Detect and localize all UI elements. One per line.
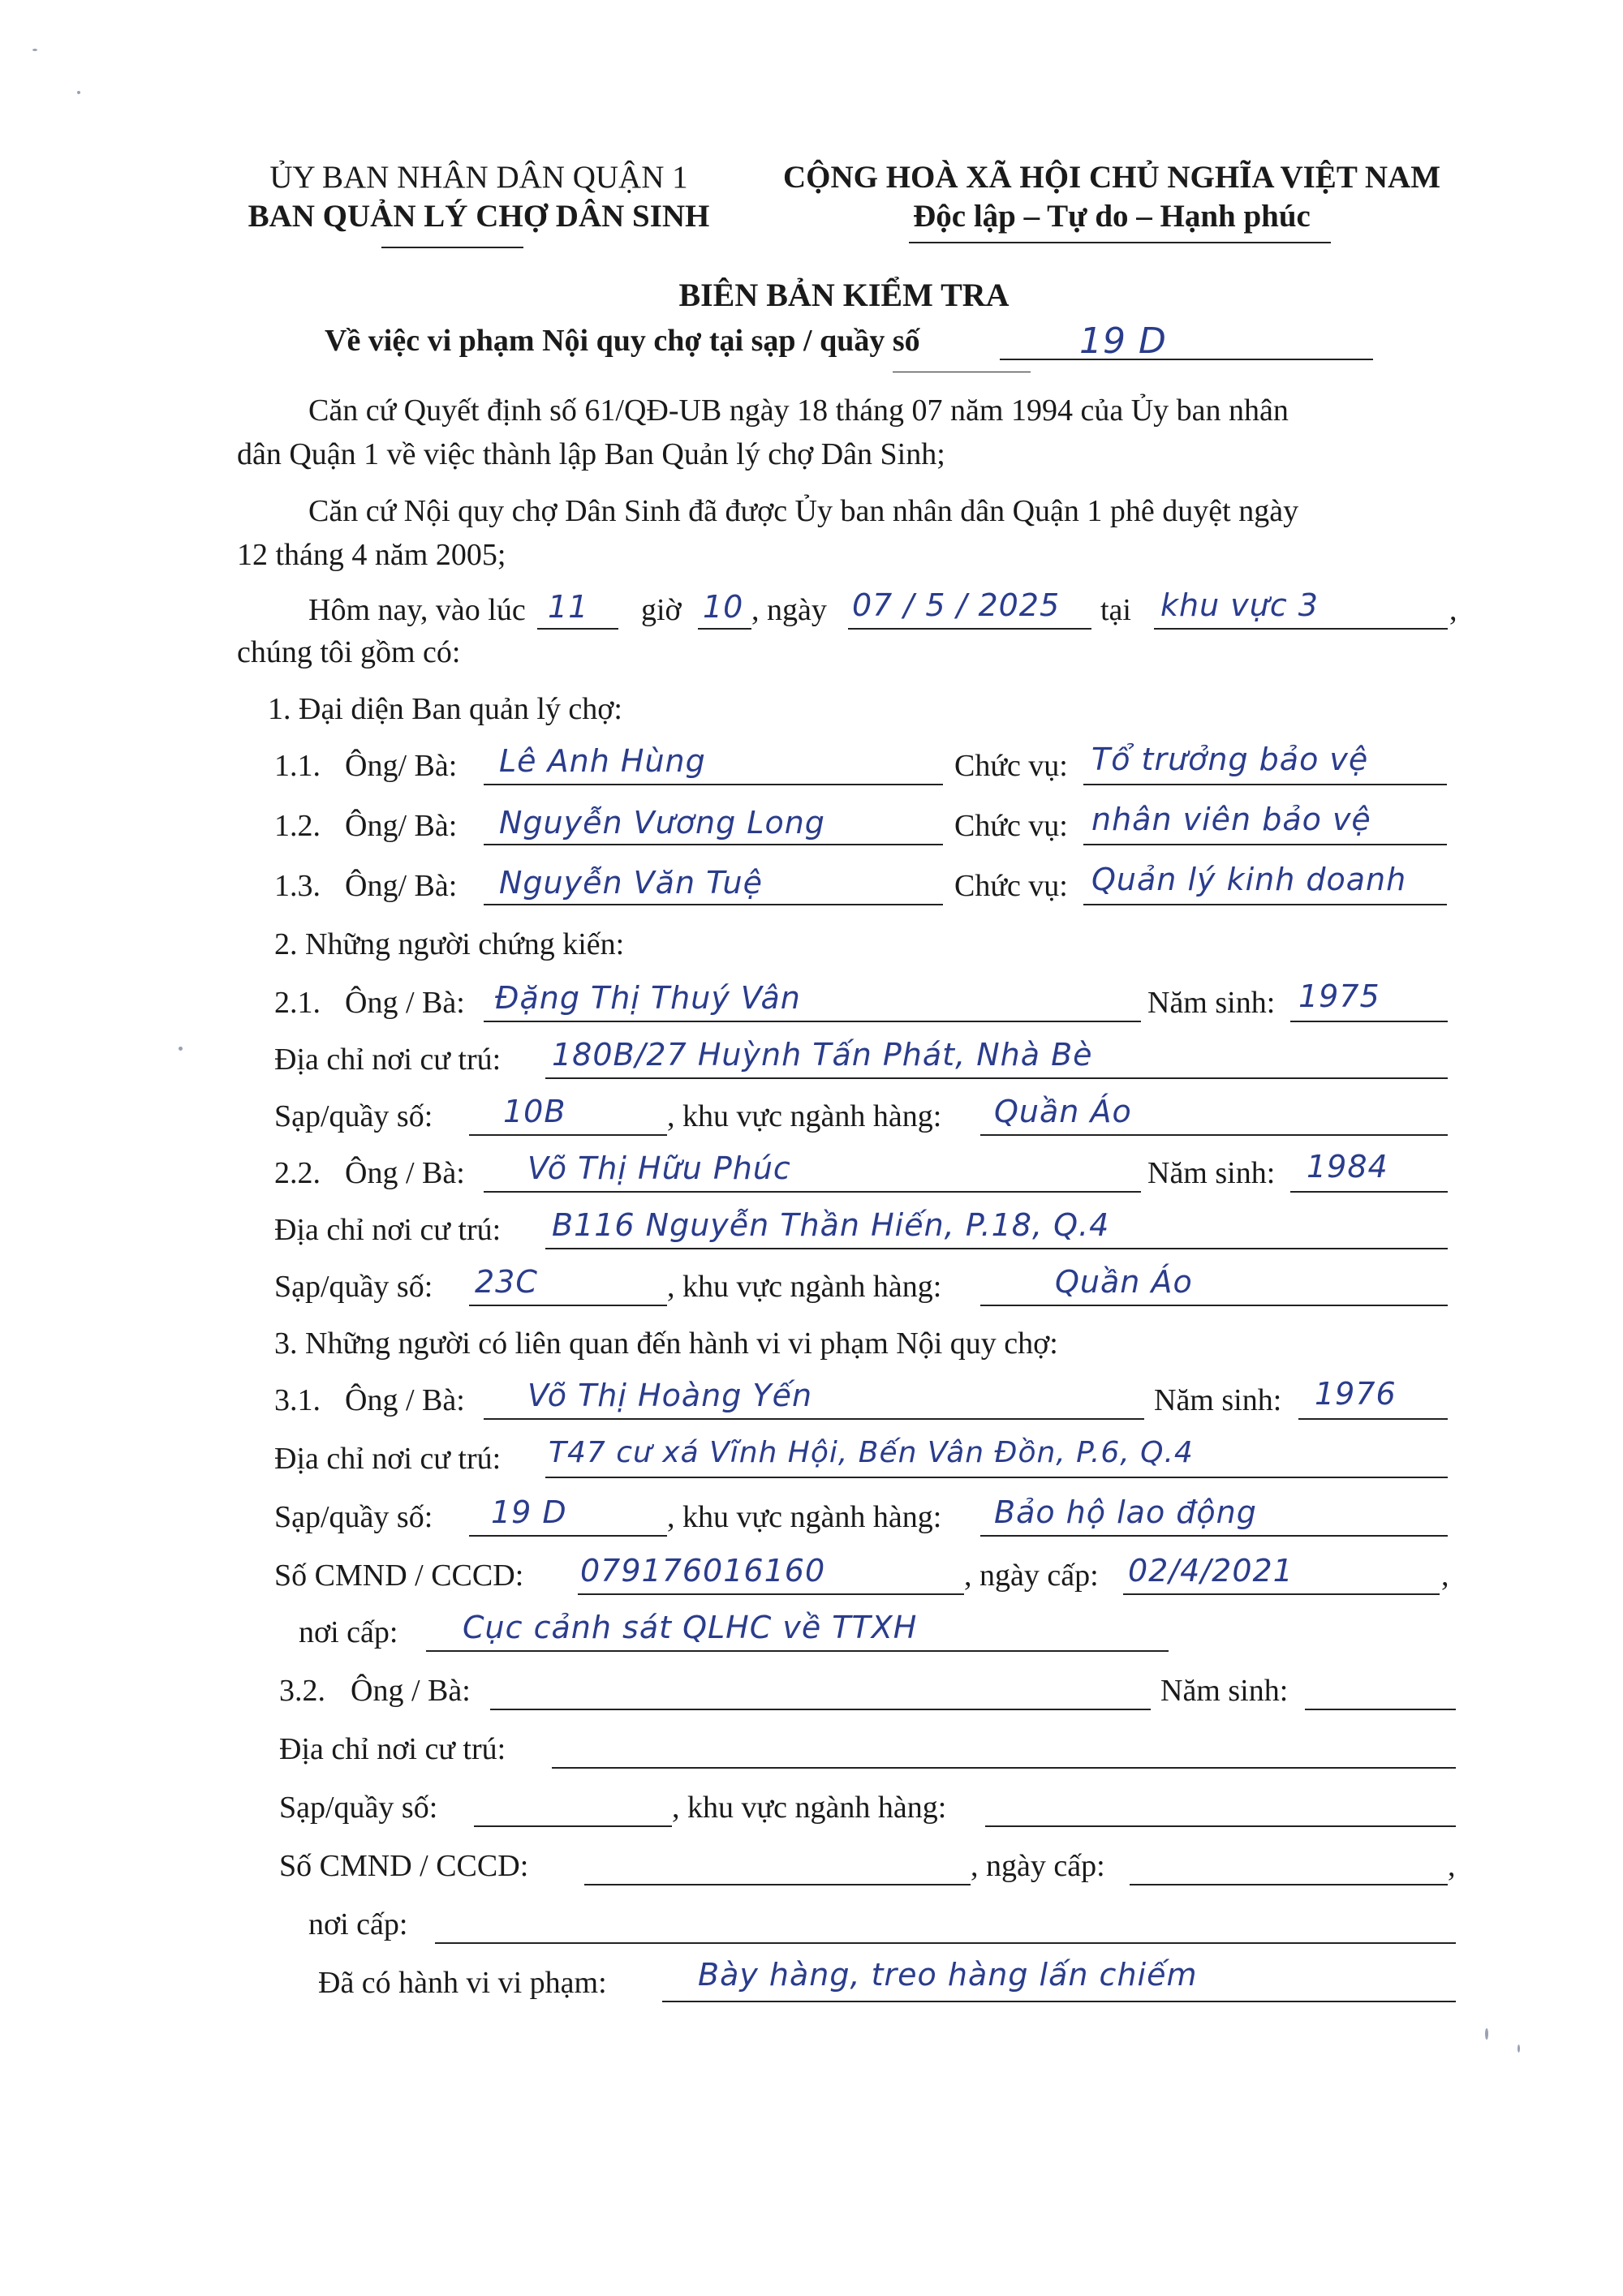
- label-we: chúng tôi gồm có:: [237, 635, 461, 669]
- p1-birth-line: [1298, 1418, 1448, 1420]
- w1-address: 180B/27 Huỳnh Tấn Phát, Nhà Bè: [552, 1037, 1093, 1073]
- p2-stall-line: [474, 1825, 672, 1827]
- section-3-heading: 3. Những người có liên quan đến hành vi vi phạm Nội quy chợ:: [274, 1326, 1058, 1361]
- w1-area: Quần Áo: [994, 1094, 1132, 1129]
- s1-row1-position-line: [1083, 784, 1447, 785]
- s1-row3-label: Ông/ Bà:: [345, 869, 458, 903]
- s1-row2-name: Nguyễn Vương Long: [499, 805, 825, 841]
- s1-row1-name-line: [484, 784, 943, 785]
- basis-1-line-1: Căn cứ Quyết định số 61/QĐ-UB ngày 18 tháng 07 năm 1994 của Ủy ban nhân: [308, 393, 1289, 428]
- w2-stall-line: [469, 1305, 667, 1306]
- p2-label: Ông / Bà:: [351, 1674, 471, 1708]
- p1-issued-place-label: nơi cấp:: [299, 1615, 398, 1649]
- w1-name: Đặng Thị Thuý Vân: [495, 980, 801, 1016]
- p2-birth-line: [1305, 1709, 1456, 1710]
- w1-stall-line: [469, 1134, 667, 1136]
- w1-stall: 10B: [503, 1094, 566, 1129]
- p1-area-label: , khu vực ngành hàng:: [667, 1500, 942, 1534]
- p1-birth: 1976: [1315, 1376, 1397, 1412]
- hour-value: 11: [548, 589, 589, 625]
- scan-speck: [1518, 2044, 1520, 2053]
- p2-issued-place-line: [435, 1942, 1456, 1944]
- s1-row3-position: Quản lý kinh doanh: [1091, 862, 1407, 897]
- p2-issued-place-label: nơi cấp:: [308, 1907, 408, 1941]
- s1-row3-position-line: [1083, 904, 1447, 905]
- s1-row2-num: 1.2.: [274, 809, 321, 843]
- date-line: [848, 628, 1091, 630]
- w2-address: B116 Nguyễn Thần Hiến, P.18, Q.4: [552, 1207, 1110, 1243]
- p1-issued-date-line: [1123, 1593, 1440, 1595]
- p1-trailing-comma: ,: [1441, 1559, 1449, 1593]
- w1-birth-label: Năm sinh:: [1147, 986, 1276, 1020]
- p2-id-line: [584, 1884, 971, 1885]
- scan-speck: [32, 49, 37, 51]
- w1-address-line: [545, 1077, 1448, 1079]
- p1-num: 3.1.: [274, 1383, 321, 1417]
- date-value: 07 / 5 / 2025: [852, 587, 1061, 623]
- section-2-heading: 2. Những người chứng kiến:: [274, 927, 625, 961]
- s1-row3-name-line: [484, 904, 943, 905]
- scan-speck: [77, 91, 80, 94]
- p2-area-label: , khu vực ngành hàng:: [672, 1791, 947, 1825]
- s1-row1-label: Ông/ Bà:: [345, 749, 458, 783]
- violation-label: Đã có hành vi vi phạm:: [318, 1966, 607, 2000]
- s1-row2-position-label: Chức vụ:: [954, 809, 1068, 843]
- p1-issued-place: Cục cảnh sát QLHC về TTXH: [463, 1610, 918, 1645]
- violation-line: [662, 2001, 1456, 2002]
- scan-speck: [1485, 2028, 1488, 2040]
- w2-name-line: [484, 1191, 1141, 1193]
- section-1-heading: 1. Đại diện Ban quản lý chợ:: [268, 692, 622, 726]
- w2-birth-line: [1290, 1191, 1448, 1193]
- w1-birth: 1975: [1298, 978, 1380, 1014]
- minute-value: 10: [703, 589, 744, 625]
- s1-row1-num: 1.1.: [274, 749, 321, 783]
- p1-address: T47 cư xá Vĩnh Hội, Bến Vân Đồn, P.6, Q.4: [549, 1436, 1194, 1469]
- header-nation: CỘNG HOÀ XÃ HỘI CHỦ NGHĨA VIỆT NAM: [782, 160, 1441, 195]
- basis-2-line-2: 12 tháng 4 năm 2005;: [237, 538, 506, 572]
- s1-row3-num: 1.3.: [274, 869, 321, 903]
- p1-id: 079176016160: [580, 1553, 826, 1589]
- p1-birth-label: Năm sinh:: [1154, 1383, 1282, 1417]
- place-value: khu vực 3: [1160, 587, 1319, 623]
- w2-num: 2.2.: [274, 1156, 321, 1190]
- w1-birth-line: [1290, 1021, 1448, 1022]
- w2-name: Võ Thị Hữu Phúc: [527, 1150, 791, 1186]
- w1-address-label: Địa chỉ nơi cư trú:: [274, 1043, 502, 1077]
- w2-birth-label: Năm sinh:: [1147, 1156, 1276, 1190]
- s1-row2-name-line: [484, 844, 943, 845]
- p2-name-line: [490, 1709, 1151, 1710]
- p1-issued-place-line: [426, 1650, 1169, 1652]
- p2-birth-label: Năm sinh:: [1160, 1674, 1289, 1708]
- label-date: , ngày: [751, 593, 827, 627]
- w2-label: Ông / Bà:: [345, 1156, 465, 1190]
- w2-birth: 1984: [1307, 1149, 1388, 1185]
- w1-area-label: , khu vực ngành hàng:: [667, 1099, 942, 1133]
- p1-id-label: Số CMND / CCCD:: [274, 1559, 524, 1593]
- header-motto: Độc lập – Tự do – Hạnh phúc: [913, 199, 1311, 234]
- s1-row2-position-line: [1083, 844, 1447, 845]
- w2-area-label: , khu vực ngành hàng:: [667, 1270, 942, 1304]
- p1-name: Võ Thị Hoàng Yến: [527, 1378, 813, 1413]
- header-right-divider: [909, 242, 1331, 243]
- w2-address-label: Địa chỉ nơi cư trú:: [274, 1213, 502, 1247]
- header-authority: ỦY BAN NHÂN DÂN QUẬN 1: [269, 160, 688, 195]
- p1-issued-date: 02/4/2021: [1128, 1553, 1294, 1589]
- w1-num: 2.1.: [274, 986, 321, 1020]
- p1-address-line: [545, 1477, 1448, 1478]
- s1-row2-position: nhân viên bảo vệ: [1091, 802, 1371, 837]
- p1-address-label: Địa chỉ nơi cư trú:: [274, 1442, 502, 1476]
- p1-stall-line: [469, 1535, 667, 1537]
- w2-address-line: [545, 1248, 1448, 1249]
- p2-address-line: [552, 1767, 1456, 1769]
- label-today: Hôm nay, vào lúc: [308, 593, 526, 627]
- label-hour: giờ: [641, 593, 682, 627]
- s1-row3-name: Nguyễn Văn Tuệ: [499, 865, 763, 901]
- p1-id-line: [578, 1593, 964, 1595]
- p1-stall-label: Sạp/quầy số:: [274, 1500, 433, 1534]
- p1-area: Bảo hộ lao động: [994, 1494, 1257, 1530]
- w2-stall: 23C: [475, 1264, 538, 1300]
- p2-issued-date-label: , ngày cấp:: [971, 1849, 1105, 1883]
- s1-row3-position-label: Chức vụ:: [954, 869, 1068, 903]
- stall-no-value: 19 D: [1079, 320, 1167, 362]
- s1-row1-position: Tổ trưởng bảo vệ: [1091, 742, 1369, 777]
- s1-row2-label: Ông/ Bà:: [345, 809, 458, 843]
- w1-name-line: [484, 1021, 1141, 1022]
- p2-address-label: Địa chỉ nơi cư trú:: [279, 1732, 506, 1766]
- p2-trailing-comma: ,: [1448, 1849, 1456, 1883]
- header-left-divider: [381, 247, 523, 248]
- place-comma: ,: [1449, 593, 1457, 627]
- hour-line: [537, 628, 618, 630]
- document-subtitle: Về việc vi phạm Nội quy chợ tại sạp / quầy số: [325, 324, 920, 358]
- s1-row1-name: Lê Anh Hùng: [499, 743, 706, 779]
- w1-stall-label: Sạp/quầy số:: [274, 1099, 433, 1133]
- violation-text: Bày hàng, treo hàng lấn chiếm: [698, 1957, 1198, 1993]
- label-at: tại: [1100, 593, 1131, 627]
- w2-stall-label: Sạp/quầy số:: [274, 1270, 433, 1304]
- stall-no-line: [1000, 359, 1373, 360]
- p2-id-label: Số CMND / CCCD:: [279, 1849, 529, 1883]
- basis-1-line-2: dân Quận 1 về việc thành lập Ban Quản lý chợ Dân Sinh;: [237, 437, 945, 471]
- p2-area-line: [985, 1825, 1456, 1827]
- w2-area: Quần Áo: [1055, 1264, 1193, 1300]
- p1-stall: 19 D: [491, 1494, 567, 1530]
- w1-label: Ông / Bà:: [345, 986, 465, 1020]
- p1-name-line: [484, 1418, 1144, 1420]
- basis-2-line-1: Căn cứ Nội quy chợ Dân Sinh đã được Ủy ban nhân dân Quận 1 phê duyệt ngày: [308, 494, 1299, 528]
- p2-stall-label: Sạp/quầy số:: [279, 1791, 438, 1825]
- p1-label: Ông / Bà:: [345, 1383, 465, 1417]
- w1-area-line: [980, 1134, 1448, 1136]
- p2-num: 3.2.: [279, 1674, 325, 1708]
- s1-row1-position-label: Chức vụ:: [954, 749, 1068, 783]
- place-line: [1154, 628, 1448, 630]
- scan-speck: [179, 1047, 183, 1051]
- p1-issued-date-label: , ngày cấp:: [964, 1559, 1099, 1593]
- w2-area-line: [980, 1305, 1448, 1306]
- document-title: BIÊN BẢN KIỂM TRA: [678, 277, 1010, 313]
- p1-area-line: [980, 1535, 1448, 1537]
- minute-line: [698, 628, 751, 630]
- p2-issued-date-line: [1130, 1884, 1448, 1885]
- header-board: BAN QUẢN LÝ CHỢ DÂN SINH: [248, 199, 710, 234]
